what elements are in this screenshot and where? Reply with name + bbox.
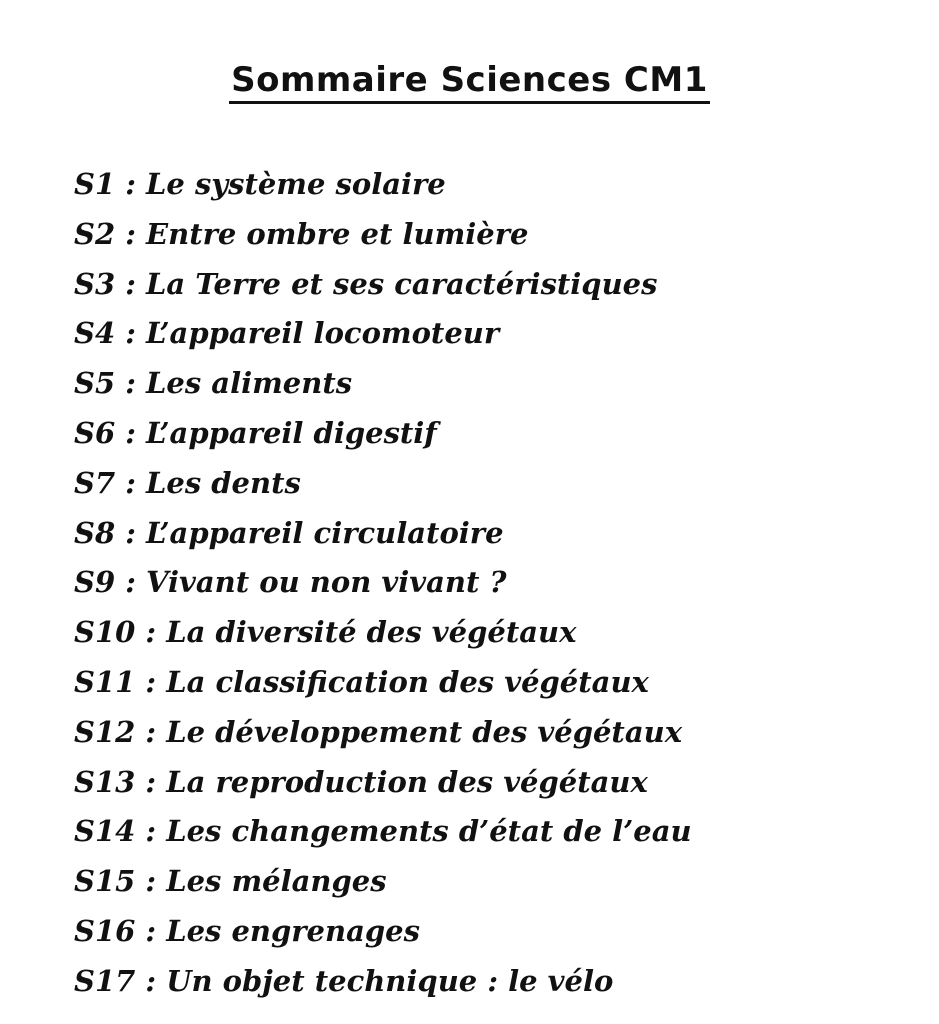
toc-item-s10: S10 : La diversité des végétaux — [74, 615, 577, 650]
toc-item-s4: S4 : L’appareil locomoteur — [74, 316, 500, 351]
toc-item-s8: S8 : L’appareil circulatoire — [74, 515, 504, 550]
table-of-contents — [74, 162, 692, 1009]
toc-item-s17: S17 : Un objet technique : le vélo — [74, 963, 614, 998]
toc-item-s1: S1 : Le système solaire — [74, 167, 446, 201]
toc-item-s16: S16 : Les engrenages — [74, 913, 420, 948]
toc-item-s5: S5 : Les aliments — [74, 366, 353, 401]
toc-item-s12: S12 : Le développement des végétaux — [74, 714, 682, 749]
toc-item-s11: S11 : La classification des végétaux — [74, 664, 649, 699]
toc-item-s7: S7 : Les dents — [74, 465, 301, 500]
toc-item-s3: S3 : La Terre et ses caractéristiques — [74, 266, 658, 301]
page-title-text: Sommaire Sciences CM1 — [229, 60, 710, 104]
toc-item-s6: S6 : L’appareil digestif — [74, 415, 437, 450]
toc-item-s13: S13 : La reproduction des végétaux — [74, 764, 648, 799]
page-title — [0, 58, 939, 102]
toc-item-s14: S14 : Les changements d’état de l’eau — [74, 814, 692, 849]
toc-item-s2: S2 : Entre ombre et lumière — [74, 216, 529, 251]
toc-item-s9: S9 : Vivant ou non vivant ? — [74, 565, 507, 600]
toc-item-s15: S15 : Les mélanges — [74, 864, 387, 899]
